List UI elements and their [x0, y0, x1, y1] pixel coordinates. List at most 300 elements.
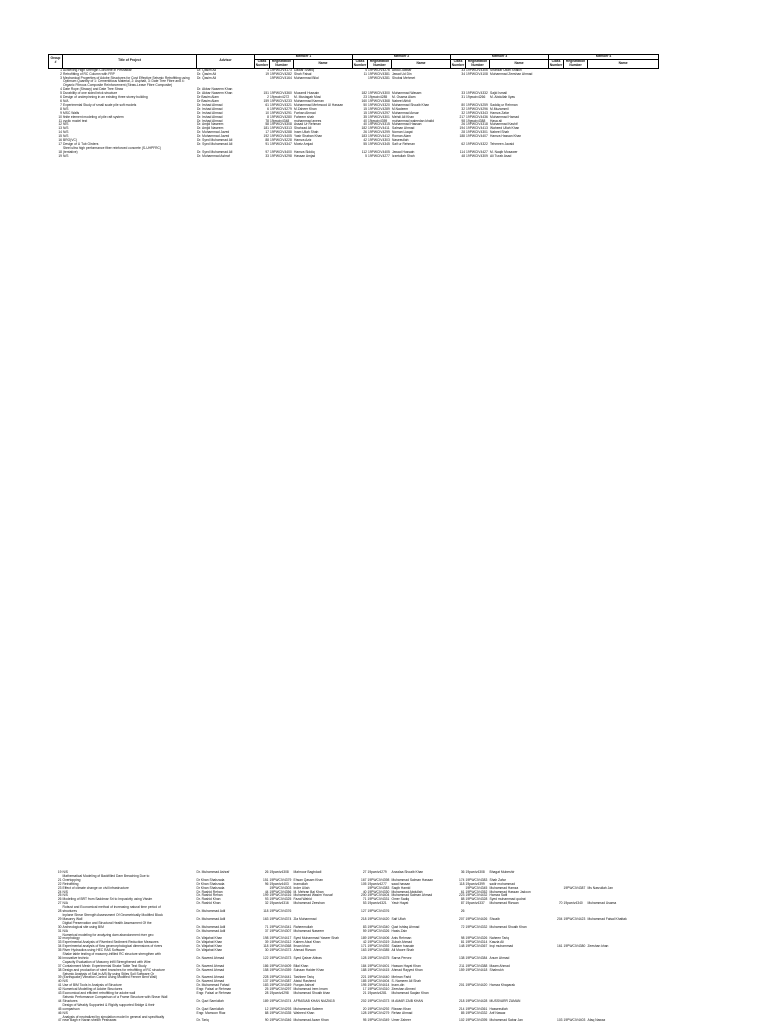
member-3-class: 218 — [458, 998, 465, 1003]
project-title: Effect of climate change on civil infrastructure — [62, 885, 129, 890]
group-number: 25 — [57, 893, 62, 898]
col-reg: Registration Number — [564, 59, 588, 68]
member-3-name: Saddiq ur Rehman — [490, 102, 518, 107]
member-2-name: Roman Alam — [392, 134, 411, 139]
member-2-name: Muhammad Salman Hassan — [391, 877, 434, 882]
member-2-name: Yasir Hayat — [391, 901, 409, 906]
project-title: N/S — [63, 130, 69, 135]
col-member-4: Member 4 — [549, 55, 659, 60]
member-2-name: Jawad Hussain — [392, 149, 415, 154]
group-number: 31 — [57, 928, 62, 933]
member-3-name: Hamza Zafar — [490, 110, 510, 115]
member-1-class: 228 — [262, 975, 269, 980]
member-1-class: 88 — [264, 1010, 269, 1015]
member-3-class: 207 — [458, 916, 465, 921]
group-number: 16 — [58, 138, 62, 143]
member-3-reg — [466, 77, 490, 89]
member-2-name: Muhammad Saqlan Khan — [391, 991, 429, 996]
member-4-reg: 19PWCIV4380 — [563, 944, 586, 949]
advisor-name: Dr Khan Shahzada — [196, 881, 225, 886]
group-number: 14 — [58, 130, 62, 135]
member-1-name: Hassan Amjad — [294, 153, 316, 158]
member-1-name: Abdul Rasheed — [293, 979, 317, 984]
advisor-name: Dr. Naveed Ahmad — [196, 967, 225, 972]
member-2-class: 59 — [362, 928, 367, 933]
member-3-name: Shahrukh — [489, 967, 504, 972]
member-2-class: 127 — [360, 909, 367, 914]
group-number: 4 — [60, 87, 62, 92]
member-4-reg — [564, 155, 588, 159]
col-advisor: Advisor — [197, 55, 255, 69]
member-1-name: Muzamil Hussain — [294, 91, 320, 96]
member-3-class: 118 — [459, 881, 465, 886]
group-number: 22 — [57, 881, 62, 886]
member-3-reg: 19PWCIV4108 — [466, 71, 488, 76]
project-title: Date Rope (Strawy) and Date Tree Straw — [63, 87, 124, 92]
member-1-class: 198 — [262, 936, 269, 941]
member-1-name: M Zaheer Khan — [294, 106, 317, 111]
member-2-reg: 19PWCIV4405 — [368, 149, 390, 154]
group-number: 19 — [58, 153, 62, 158]
group-number: 6 — [60, 95, 62, 100]
advisor-name: Dr. Wajahat Khan — [196, 936, 223, 941]
member-2-reg: 19PWCIV4310 — [367, 987, 390, 992]
member-2-name: Izzetullah Shah — [392, 153, 415, 158]
advisor-name: Dr. Tariq — [196, 1018, 209, 1023]
member-3-name: Maam Ahmad — [489, 963, 510, 968]
project-title: N/S — [63, 122, 69, 127]
member-1-reg: 19PWCIV4279 — [270, 106, 292, 111]
member-3-class: 98 — [461, 118, 466, 123]
project-title: Overtopping — [62, 877, 81, 882]
member-4-name — [588, 155, 659, 159]
col-reg: Registration Number — [368, 59, 392, 68]
member-2-reg: 19pwciv4279 — [367, 870, 387, 874]
member-1-name: Yasir Shaban Khan — [294, 134, 323, 139]
advisor-name: Dr. Akbar Naseem Khan — [197, 91, 233, 96]
member-2-class: 26 — [363, 130, 368, 135]
advisor-name: Dr. Naveed Ahmad — [196, 955, 225, 960]
member-1-name: Suhaan Haider Khan — [293, 967, 325, 972]
advisor-name: Engr. Faisal ur Rehman — [196, 991, 232, 996]
project-title: Seismic Analysis of Sail in A/B By using Stiles Soil Software Or — [62, 971, 155, 976]
member-3-class: 80 — [461, 102, 466, 107]
project-title: N/A — [63, 98, 69, 103]
project-title: Retrofitting of RC Column with FRP — [63, 71, 115, 76]
member-2-class: 95 — [362, 1018, 367, 1023]
member-1-name: Moeiz Amjad — [294, 141, 313, 146]
member-2-name: Hassan Hayat Khan — [391, 963, 421, 968]
group-number: 34 — [57, 944, 62, 949]
project-title: (Earthquake) Vibration Control Using Modified Fenner Bent Wall) — [62, 975, 158, 980]
member-1-name: Shahzad Ali — [294, 126, 312, 131]
advisor-name: Dr. Qasim Ali — [197, 67, 217, 72]
project-title: River Hydraulics using HEC RAS Software — [62, 948, 125, 953]
advisor-name: Dr. Akbar Naseem Khan — [197, 87, 233, 92]
group-number: 5 — [60, 91, 62, 96]
col-name: Name — [392, 59, 451, 68]
member-2-class: 17 — [362, 987, 367, 992]
member-2-name: Saqib Hamid — [391, 885, 411, 890]
member-1-name: Kaleen Afzal Khan — [293, 940, 321, 945]
member-2-class: 189 — [360, 936, 367, 941]
member-1-name: Bilal Khan — [293, 963, 309, 968]
member-3-reg: 19PWCIV4388 — [465, 963, 488, 968]
project-title: cyclic model test — [63, 118, 88, 123]
member-1-reg: 19pwciv4403 — [269, 881, 289, 886]
advisor-name: Engr. Faisal ur Rehman — [196, 987, 232, 992]
advisor-name: Dr. Rashid Rehan — [196, 889, 223, 894]
member-2-name: Muhammad Shoaib Khan — [392, 102, 430, 107]
advisor-name: Dr. Rashid Rehan — [196, 893, 223, 898]
member-3-class: 217 — [459, 114, 466, 119]
member-2-class: 182 — [361, 126, 368, 131]
member-1-reg: 19PWCIV4291 — [270, 110, 292, 115]
advisor-name: Dr. Muhammad Adil — [196, 924, 226, 929]
member-3-name: Arif Nawaz — [489, 1010, 506, 1015]
member-1-class: 26 — [264, 870, 269, 874]
member-1-class: 151 — [262, 877, 269, 882]
member-3-name: Muhammad Rizwan — [489, 901, 519, 906]
group-number: 26 — [57, 897, 62, 902]
member-3-class: 61 — [460, 889, 465, 894]
member-3-reg: 19PWCIV4427 — [466, 149, 488, 154]
col-member-3: Member 3 — [451, 55, 549, 60]
member-2-class: 188 — [360, 967, 367, 972]
member-2-reg: 19PWCIV4281 — [368, 75, 390, 80]
project-title: Digital Preservation and Structural Health Assessment Of the — [62, 920, 152, 925]
member-1-class: 199 — [262, 893, 269, 898]
member-3-class: 33 — [461, 67, 466, 72]
project-title: Design of underpinning in an existing three storey building — [63, 95, 148, 100]
member-1-name: Raheemullah — [293, 924, 313, 929]
member-3-name: Shahzar Ullah Shaikh — [490, 67, 522, 72]
member-4-reg: 19pwciv4340 — [563, 901, 583, 906]
member-4-name: Zeeshan khan — [587, 944, 609, 949]
member-1-name: Dawar Shafiq — [294, 67, 314, 72]
member-1-class: 6 — [267, 106, 269, 111]
project-title: Design of Weakly Supported & Rigidly supported Bridge & their — [62, 1002, 155, 1007]
member-3-reg: 19PWCIV4436 — [466, 114, 488, 119]
member-3-name: Syed muhammad qudrat — [489, 897, 526, 902]
member-1-reg: 19PWCIV4376 — [269, 909, 292, 914]
group-number: 10 — [58, 114, 62, 119]
member-3-name: Muhammad Hamza — [489, 885, 519, 890]
member-4-name — [588, 77, 659, 89]
member-3-name: Tehmeen Javaid — [490, 141, 515, 146]
member-1-class: 37 — [264, 928, 269, 933]
member-1-name: Muhammad Kamran — [294, 98, 324, 103]
project-title: structures — [62, 909, 77, 914]
member-2-reg: 19PWCIV4368 — [368, 98, 390, 103]
member-4-reg — [564, 77, 588, 89]
col-member-1: Member 1 — [255, 55, 353, 60]
member-3-class: 28 — [461, 130, 466, 135]
member-2-name: Rizwan Khan — [391, 1006, 411, 1011]
member-2-name: Zeeshan Ahmed — [391, 987, 416, 992]
project-title: Robust and Economical method of increasing natural time period of — [62, 905, 161, 910]
group-number: 38 — [57, 967, 62, 972]
member-2-name: Ahmad Rayyed Khan — [391, 967, 423, 972]
member-2-name: S. Nameen Ali Shah — [391, 979, 422, 984]
advisor-name: Dr. Qasim Ali — [197, 75, 217, 80]
member-2-class: 40 — [363, 118, 368, 123]
member-1-reg: 19PWCIV4233 — [270, 98, 292, 103]
member-2-class: 218 — [360, 916, 367, 921]
member-1-class: 10 — [265, 110, 269, 115]
member-1-reg: 19PWCIV4347 — [270, 141, 292, 146]
member-3-name: M. Abdullah Ilyas — [490, 95, 515, 100]
advisor-name: Dr. Muhammad Javed — [197, 130, 230, 135]
member-3-reg: 19PWCIV4420 — [465, 983, 488, 988]
member-3-reg: 19pwciv4266 — [466, 95, 486, 100]
member-1-class: 97 — [265, 149, 269, 154]
member-3-name: Shah Zafar — [489, 877, 506, 882]
member-2-class: 4 — [365, 67, 368, 72]
member-1-class: 33 — [265, 153, 269, 158]
group-number: 12 — [58, 122, 62, 127]
project-title: Shake table testing of masonry-infilled RC structure strengthen with — [62, 952, 161, 957]
project-title: Experimental analysis of flow geomorphological dimensions of rivers — [62, 944, 163, 949]
group-number: 11 — [58, 118, 62, 123]
member-1-class: 1 — [267, 67, 269, 72]
member-2-class: 50 — [363, 102, 368, 107]
member-1-class: 189 — [262, 998, 269, 1003]
member-3-class: 223 — [458, 893, 465, 898]
member-3-name: M.Muzammil — [490, 106, 509, 111]
member-2-name: Zubair Ahmad — [391, 940, 413, 945]
member-3-class: 174 — [458, 877, 465, 882]
advisor-name: Dr. Rashid Khan — [196, 901, 221, 906]
member-3-name: M. Naqib Mosawer — [490, 149, 518, 154]
member-1-class: 183 — [262, 983, 269, 988]
advisor-name: Dr. Qasim Ali — [197, 71, 217, 76]
member-3-class: 85 — [460, 1010, 465, 1015]
member-1-name: muhammad anees — [294, 118, 322, 123]
col-class: Class Number — [451, 58, 465, 67]
member-2-name: Mehdi Ali Khan — [392, 114, 415, 119]
member-2-class: 182 — [361, 91, 368, 96]
member-4-class: 103 — [556, 1018, 563, 1023]
group-number: 47 — [57, 1018, 62, 1023]
member-1-name: Ihsan khan — [293, 944, 310, 949]
member-4-class: 161 — [556, 944, 563, 949]
member-1-class: 93 — [264, 897, 269, 902]
group-number: 13 — [58, 126, 62, 131]
member-1-class: 19 — [265, 71, 269, 76]
member-3-class: 138 — [458, 955, 465, 960]
member-1-reg: 19pwciv4348 — [270, 118, 290, 123]
member-1-name: Furqan Ashraf — [293, 983, 315, 988]
member-1-reg: 19PWCIV4173 — [270, 67, 292, 72]
member-1-reg: 19PWCIV4297 — [269, 987, 292, 992]
member-3-class: 32 — [461, 110, 466, 115]
group-number: 35 — [57, 948, 62, 953]
project-title: Achieving High Strength Concrete in Peshawar — [63, 67, 132, 72]
member-2-class: 128 — [360, 1010, 367, 1015]
member-1-name: Waheed Khan — [293, 1010, 315, 1015]
member-2-reg: 19PWCIV4392 — [367, 944, 390, 949]
member-3-reg: 19PWCIV4383 — [465, 877, 488, 882]
col-name: Name — [588, 59, 659, 68]
member-2-class: 105 — [360, 881, 367, 886]
member-1-reg: 19PWCIV4293 — [269, 1006, 292, 1011]
member-3-name: Hamza Hassan Khan — [490, 134, 522, 139]
member-3-reg: 19PWCIV4407 — [466, 134, 488, 139]
advisor-name: Dr. Amjid Naseem — [197, 122, 224, 127]
project-allocation-sheet-continued — [48, 871, 658, 1023]
member-2-reg: 19PWCIV4376 — [367, 909, 390, 914]
table-row — [49, 155, 659, 159]
member-1-class: 61 — [265, 102, 269, 107]
member-3-reg: 19PWCIV4309 — [466, 153, 488, 158]
member-3-name — [490, 77, 549, 89]
advisor-name: Dr. Syed Muhammad Ali — [197, 138, 233, 143]
project-title: N/S — [63, 106, 69, 111]
member-3-reg: 19PWCIV4318 — [466, 122, 488, 127]
member-1-class: 186 — [262, 963, 269, 968]
member-4-name: Muhammad Faisal Khattak — [587, 916, 627, 921]
member-1-class: 32 — [264, 901, 269, 906]
member-2-reg: 19PWCIV4375 — [367, 955, 390, 960]
project-title: Experimental Analysis of Riverbed Sediment Reduction Measures — [62, 940, 159, 945]
member-1-class: 39 — [264, 940, 269, 945]
member-2-reg: 19PWCIV4292 — [367, 1006, 390, 1011]
member-3-reg: 19pwciv4308 — [465, 870, 485, 874]
member-1-class: 151 — [263, 91, 269, 96]
member-2-name: Sarna Pervez — [391, 955, 412, 960]
member-2-reg: 19PWCIV4406 — [367, 936, 390, 941]
member-3-class: 211 — [459, 963, 465, 968]
member-3-name: Muhammad Zeeshan Ahmad — [490, 71, 533, 76]
member-2-name: Nabeel Afridi — [392, 98, 411, 103]
member-4-name: Afaq Nawaz — [587, 1018, 606, 1023]
project-title: comparison — [62, 1006, 80, 1011]
member-1-name: Muhammad Bilal — [294, 75, 319, 80]
member-2-class: 200 — [360, 893, 367, 898]
member-1-name: M. Mehran Bai Khan — [293, 889, 324, 894]
member-2-name: Ali Moore Shah — [391, 948, 415, 953]
member-2-reg: 19PWCIV4414 — [367, 983, 390, 988]
member-3-name: Hasa ali — [490, 118, 502, 123]
member-3-reg: 19PWCIV4314 — [465, 940, 488, 945]
group-number: 19 — [57, 870, 62, 874]
member-3-name: Naheen Tariq — [489, 936, 510, 941]
member-2-reg: 19pwciv4321 — [367, 901, 387, 906]
member-2-reg: 19PWCIV4297 — [368, 110, 390, 115]
group-number: 6 — [60, 98, 62, 103]
advisor-name: Dr. Wajahat Khan — [196, 944, 223, 949]
member-3-class: 214 — [458, 1006, 465, 1011]
member-1-name: Muhammad Mehmood Ul Hassan — [294, 102, 344, 107]
member-1-reg: 19PWCIV4282 — [270, 71, 292, 76]
member-4-reg: 19PWCIV4387 — [563, 885, 586, 890]
advisor-name: Dr. Muhammad Adil — [196, 909, 226, 914]
member-3-name: Muhammad Hassan Jadoon — [489, 889, 531, 894]
member-3-name: Muhammad Hamad — [490, 114, 519, 119]
member-1-reg: 19PWCIV4409 — [269, 963, 292, 968]
member-2-class: 71 — [362, 897, 367, 902]
member-2-reg: 19PWCIV4330 — [367, 889, 390, 894]
project-title: Seismic Performance Comparison of a Frame Structure with Shear Wall — [62, 995, 168, 999]
project-title: N/S — [62, 979, 68, 984]
advisor-name: Dr. Muhammad Fahad — [196, 983, 230, 988]
member-1-reg: 19PWCIV4400 — [270, 149, 292, 154]
member-1-reg: 19pwciv4316 — [269, 901, 289, 906]
member-1-class: 163 — [262, 916, 269, 921]
member-2-class: 171 — [360, 944, 367, 949]
project-title: morphology — [62, 936, 80, 941]
member-3-class — [451, 77, 466, 89]
member-3-class: 72 — [460, 924, 465, 929]
member-3-name: Bhagat Mubeshir — [489, 870, 515, 874]
project-title: N/S — [62, 889, 68, 894]
member-1-class: 181 — [263, 126, 269, 131]
member-1-class: 17 — [265, 130, 269, 135]
member-2-name: M.AMAR ZAIB KHAN — [391, 998, 424, 1003]
member-2-reg: 19PWCIV4299 — [368, 130, 390, 135]
member-3-reg: 19PWCIV4322 — [466, 141, 488, 146]
member-1-reg: 19PWCIV4313 — [270, 126, 292, 131]
member-3-class: 26 — [460, 909, 465, 914]
member-3-class: 36 — [460, 870, 465, 874]
member-3-name: Hamza Saifi — [489, 893, 508, 898]
member-2-name: Noman Liaqat — [392, 130, 413, 135]
project-title: Mechanical Properties of Adobe Structures for Cost Effective Seismic Retrofitting using Optimum Quantity of 1: Cementitious Material, 2: Asphalt, 3: Date Tree Fibre and 4: Organic Fibrous Composite Reinforcement (Straw-Leave Fibre Composite) — [63, 75, 190, 88]
member-2-class: 163 — [360, 948, 367, 953]
member-3-name: Hasseeullah — [489, 1006, 508, 1011]
member-2-name: M.Nadeem — [392, 106, 409, 111]
project-title: MSC Walls — [63, 110, 80, 115]
member-2-reg: 19PWCIV4381 — [368, 71, 390, 76]
col-name: Name — [490, 59, 549, 68]
member-3-class: 98 — [460, 936, 465, 941]
member-3-name: Muhammad Shoaib Khan — [489, 924, 527, 929]
member-3-class: 33 — [461, 91, 466, 96]
advisor-name: Dr. Naveed Ahmad — [196, 975, 225, 980]
member-1-name: Inder Ullah — [293, 885, 310, 890]
project-title: N/S — [63, 126, 69, 131]
member-1-reg: 19PWCIV4341 — [269, 924, 292, 929]
group-number: 39 — [57, 975, 62, 980]
member-1-reg: 19PWCIV4356 — [269, 889, 292, 894]
member-2-reg: 19PWCIV4373 — [367, 998, 390, 1003]
member-3-reg: 19pwciv4337 — [465, 901, 485, 906]
member-3-reg: 19PWCIV4361 — [465, 1006, 488, 1011]
member-1-reg: 19PWCIV4368 — [269, 944, 292, 949]
member-3-name: Kaszia Ali — [489, 940, 504, 945]
member-1-name: Muhammad Zeeshan — [293, 901, 325, 906]
col-class: Class Number — [255, 58, 269, 67]
member-1-reg: 19PWCIV4373 — [269, 955, 292, 960]
project-allocation-sheet — [48, 54, 658, 159]
project-title: N/S — [62, 1010, 68, 1015]
projects-table — [48, 54, 659, 159]
member-2-name: muhammad waleedan khalid — [392, 118, 434, 123]
project-title: N/S — [62, 893, 68, 898]
project-title: finite element modeling of pile raft system — [63, 114, 124, 119]
advisor-name: Dr. Amjid Naseem — [197, 126, 224, 131]
advisor-name: Dr Basim Alam — [197, 98, 219, 103]
member-1-reg: 19PWCIV4374 — [269, 998, 292, 1003]
member-1-reg: 19PWCIV4298 — [270, 153, 292, 158]
member-3-class: 48 — [461, 153, 466, 158]
member-2-class: 40 — [363, 122, 368, 127]
member-1-class: 118 — [263, 944, 269, 949]
col-class: Class Number — [549, 58, 563, 67]
project-title: Inplane Shear Strength Assessment Of Geometrically Modified Block — [62, 912, 163, 917]
member-3-name: Ali Turab Asad — [490, 153, 512, 158]
